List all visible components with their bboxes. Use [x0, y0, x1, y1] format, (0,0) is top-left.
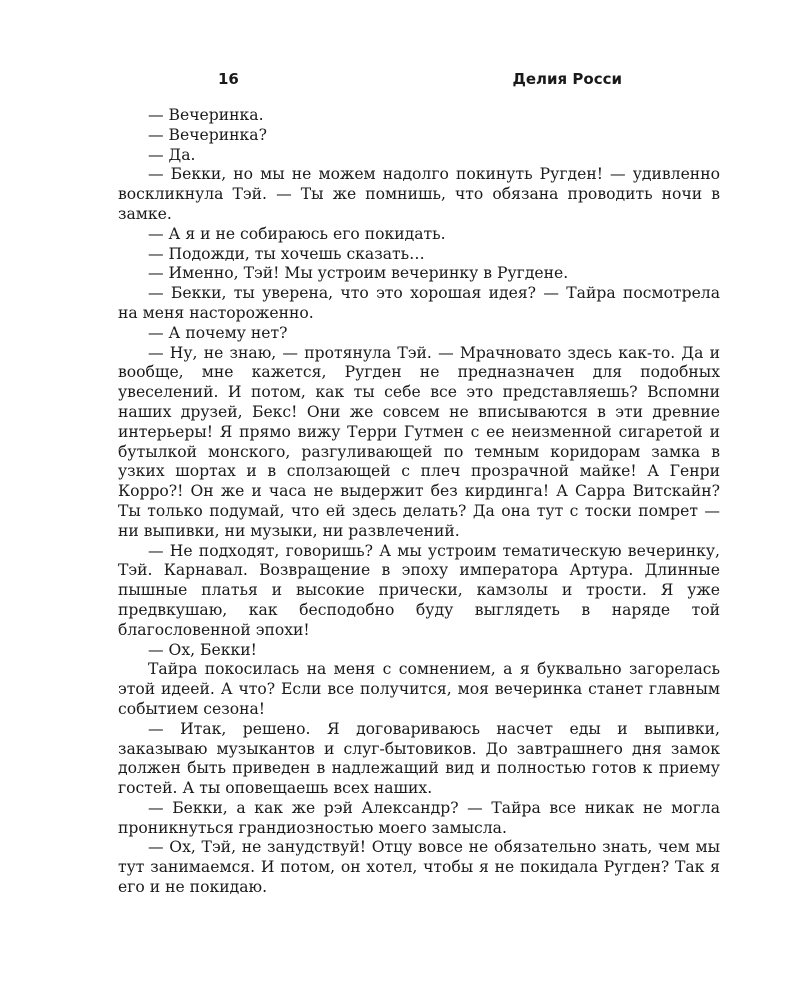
- paragraph: — Бекки, ты уверена, что это хорошая идея? — Тайра посмотрела на меня настороженно.: [118, 284, 720, 322]
- paragraph: — Бекки, а как же рэй Александр? — Тайра все никак не могла проникнуться грандиозностью моего замысла.: [118, 798, 720, 837]
- paragraph: — Именно, Тэй! Мы устроим вечеринку в Ругдене.: [148, 264, 569, 283]
- paragraph: — Подожди, ты хочешь сказать…: [148, 244, 425, 263]
- paragraph: — Ну, не знаю, — протянула Тэй. — Мрачновато здесь как-то. Да и вообще, мне кажется, Ругден не предназначен для подобных увеселений. И потом, как ты себе все это представляешь? Вспомни наших друзей, Бекс! Они же совсем не вписываются в эти древние интерьеры! Я прямо вижу Терри Гутмен с ее неизменной сигаретой и бутылкой монского, разгуливающей по темным коридорам замка в узких шортах и в сползающей с плеч прозрачной майке! А Генри Корро?! Он же и часа не выдержит без кирдинга! А Сарра Витскайн? Ты только подумай, что ей здесь делать? Да она тут с тоски помрет — ни выпивки, ни музыки, ни развлечений.: [118, 343, 720, 540]
- paragraph: Тайра покосилась на меня с сомнением, а я буквально загорелась этой идеей. А что? Если все получится, моя вечеринка станет главным событием сезона!: [118, 660, 720, 718]
- paragraph: — Вечеринка.: [148, 106, 264, 124]
- page-header: [118, 68, 720, 90]
- page-number: 16: [218, 70, 239, 88]
- paragraph: — А почему нет?: [148, 323, 288, 342]
- paragraph: — А я и не собираюсь его покидать.: [148, 224, 446, 243]
- paragraph: — Вечеринка?: [148, 125, 267, 144]
- paragraph: — Бекки, но мы не можем надолго покинуть Ругден! — удивленно воскликнула Тэй. — Ты же помнишь, что обязана проводить ночи в замке.: [118, 165, 720, 223]
- paragraph: — Да.: [148, 145, 196, 164]
- paragraph: — Итак, решено. Я договариваюсь насчет еды и выпивки, заказываю музыкантов и слуг-бытовиков. До завтрашнего дня замок должен быть приведен в надлежащий вид и полностью готов к приему гостей. А ты оповещаешь всех наших.: [118, 719, 720, 798]
- paragraph: — Ох, Тэй, не занудствуй! Отцу вовсе не обязательно знать, чем мы тут занимаемся. И потом, он хотел, чтобы я не покидала Ругден? Так я его и не покидаю.: [118, 838, 720, 897]
- body-text: [118, 106, 720, 898]
- paragraph: — Ох, Бекки!: [148, 640, 257, 659]
- paragraph: — Не подходят, говоришь? А мы устроим тематическую вечеринку, Тэй. Карнавал. Возвращение в эпоху императора Артура. Длинные пышные платья и высокие прически, камзолы и трости. Я уже предвкушаю, как бесподобно буду выглядеть в наряде той благословенной эпохи!: [118, 541, 720, 639]
- running-title: Делия Росси: [512, 70, 622, 88]
- book-page: [118, 68, 720, 898]
